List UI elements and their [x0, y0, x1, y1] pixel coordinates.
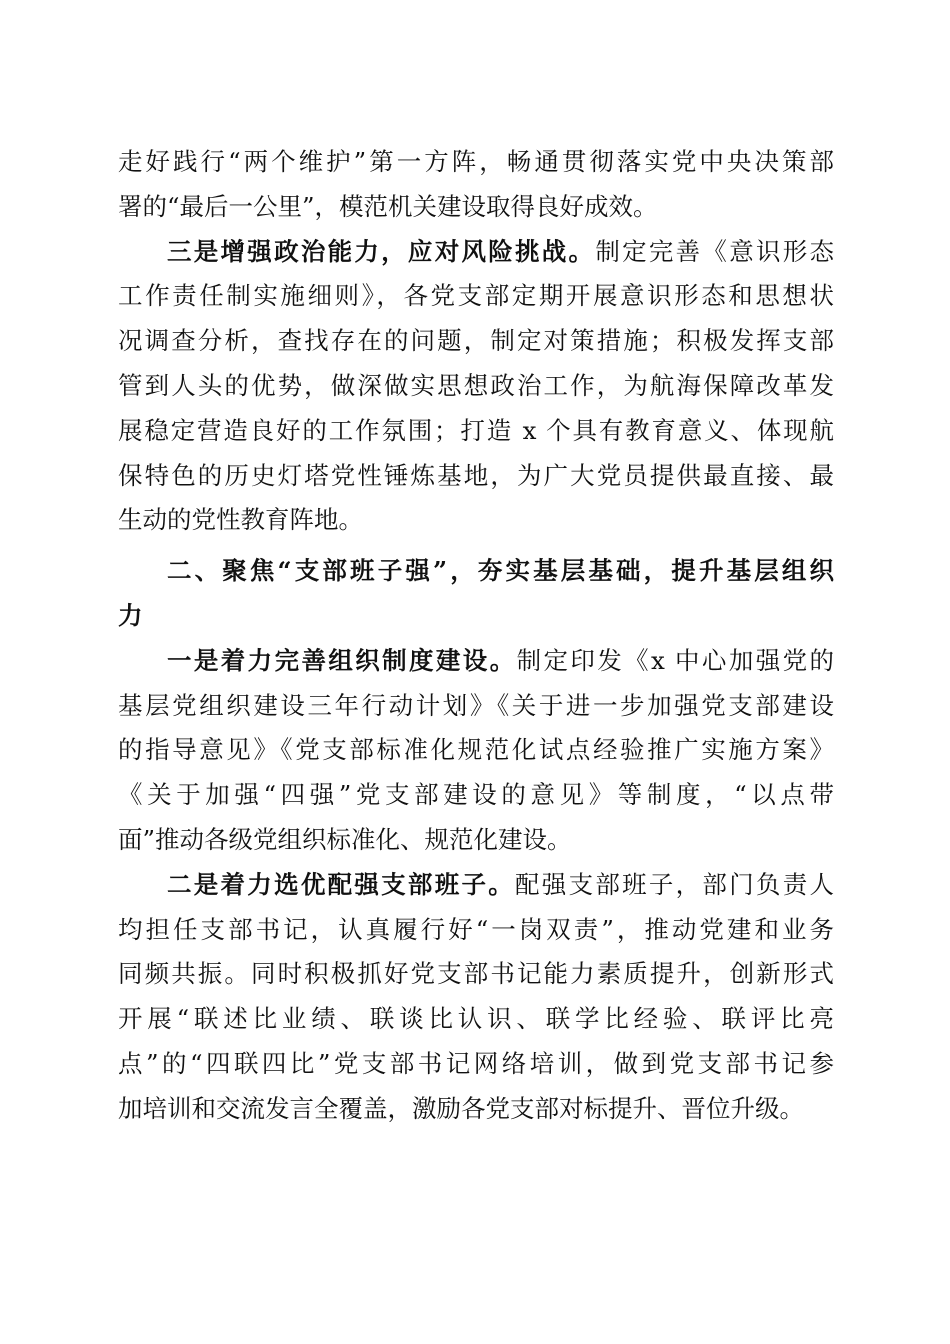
text-line: 开展“联述比业绩、联谈比认识、联学比经验、联评比亮 [118, 1004, 834, 1034]
text-line [118, 639, 834, 684]
text-line: 管到人头的优势，做深做实思想政治工作，为航海保障改革发 [118, 370, 834, 400]
paragraph-lead: 三是增强政治能力，应对风险挑战。 [167, 236, 596, 266]
text-line: 《关于加强“四强”党支部建设的意见》等制度，“以点带 [118, 780, 834, 810]
text-line [118, 863, 834, 908]
text-line: 生动的党性教育阵地。 [118, 505, 363, 535]
paragraph-political-ability [118, 230, 834, 544]
text-line: 工作责任制实施细则》，各党支部定期开展意识形态和思想状 [118, 281, 834, 311]
text-line: 基层党组织建设三年行动计划》《关于进一步加强党支部建设 [118, 690, 834, 720]
text-line: 况调查分析，查找存在的问题，制定对策措施；积极发挥支部 [118, 326, 834, 356]
text-line: 同频共振。同时积极抓好党支部书记能力素质提升，创新形式 [118, 959, 834, 989]
text-line: 面”推动各级党组织标准化、规范化建设。 [118, 824, 572, 854]
paragraph-branch-team [118, 863, 834, 1132]
heading-line: 力 [118, 600, 143, 630]
paragraph-first-line-rest: 制定完善《意识形态 [595, 236, 835, 266]
paragraph-lead: 一是着力完善组织制度建设。 [167, 645, 517, 675]
text-line: 点”的“四联四比”党支部书记网络培训，做到党支部书记参 [118, 1048, 834, 1078]
paragraph-first-line-rest: 配强支部班子，部门负责人 [515, 869, 835, 899]
text-line: 均担任支部书记，认真履行好“一岗双责”，推动党建和业务 [118, 914, 834, 944]
paragraph-lead: 二是着力选优配强支部班子。 [167, 869, 516, 899]
text-line: 加培训和交流发言全覆盖，激励各党支部对标提升、晋位升级。 [118, 1093, 804, 1123]
paragraph-continuation [118, 140, 834, 230]
text-line: 的指导意见》《党支部标准化规范化试点经验推广实施方案》 [118, 735, 834, 765]
text-line: 展稳定营造良好的工作氛围；打造 x 个具有教育意义、体现航 [118, 415, 834, 445]
document-page [118, 140, 834, 1132]
text-line: 保特色的历史灯塔党性锤炼基地，为广大党员提供最直接、最 [118, 460, 834, 490]
text-line: 走好践行“两个维护”第一方阵，畅通贯彻落实党中央决策部 [118, 147, 834, 176]
section-heading [118, 549, 834, 639]
paragraph-first-line-rest: 制定印发《x 中心加强党的 [516, 645, 835, 675]
paragraph-organization-system [118, 639, 834, 863]
heading-line: 二、聚焦“支部班子强”，夯实基层基础，提升基层组织 [167, 556, 834, 586]
text-line: 署的“最后一公里”，模范机关建设取得良好成效。 [118, 191, 658, 221]
text-line [118, 230, 834, 275]
